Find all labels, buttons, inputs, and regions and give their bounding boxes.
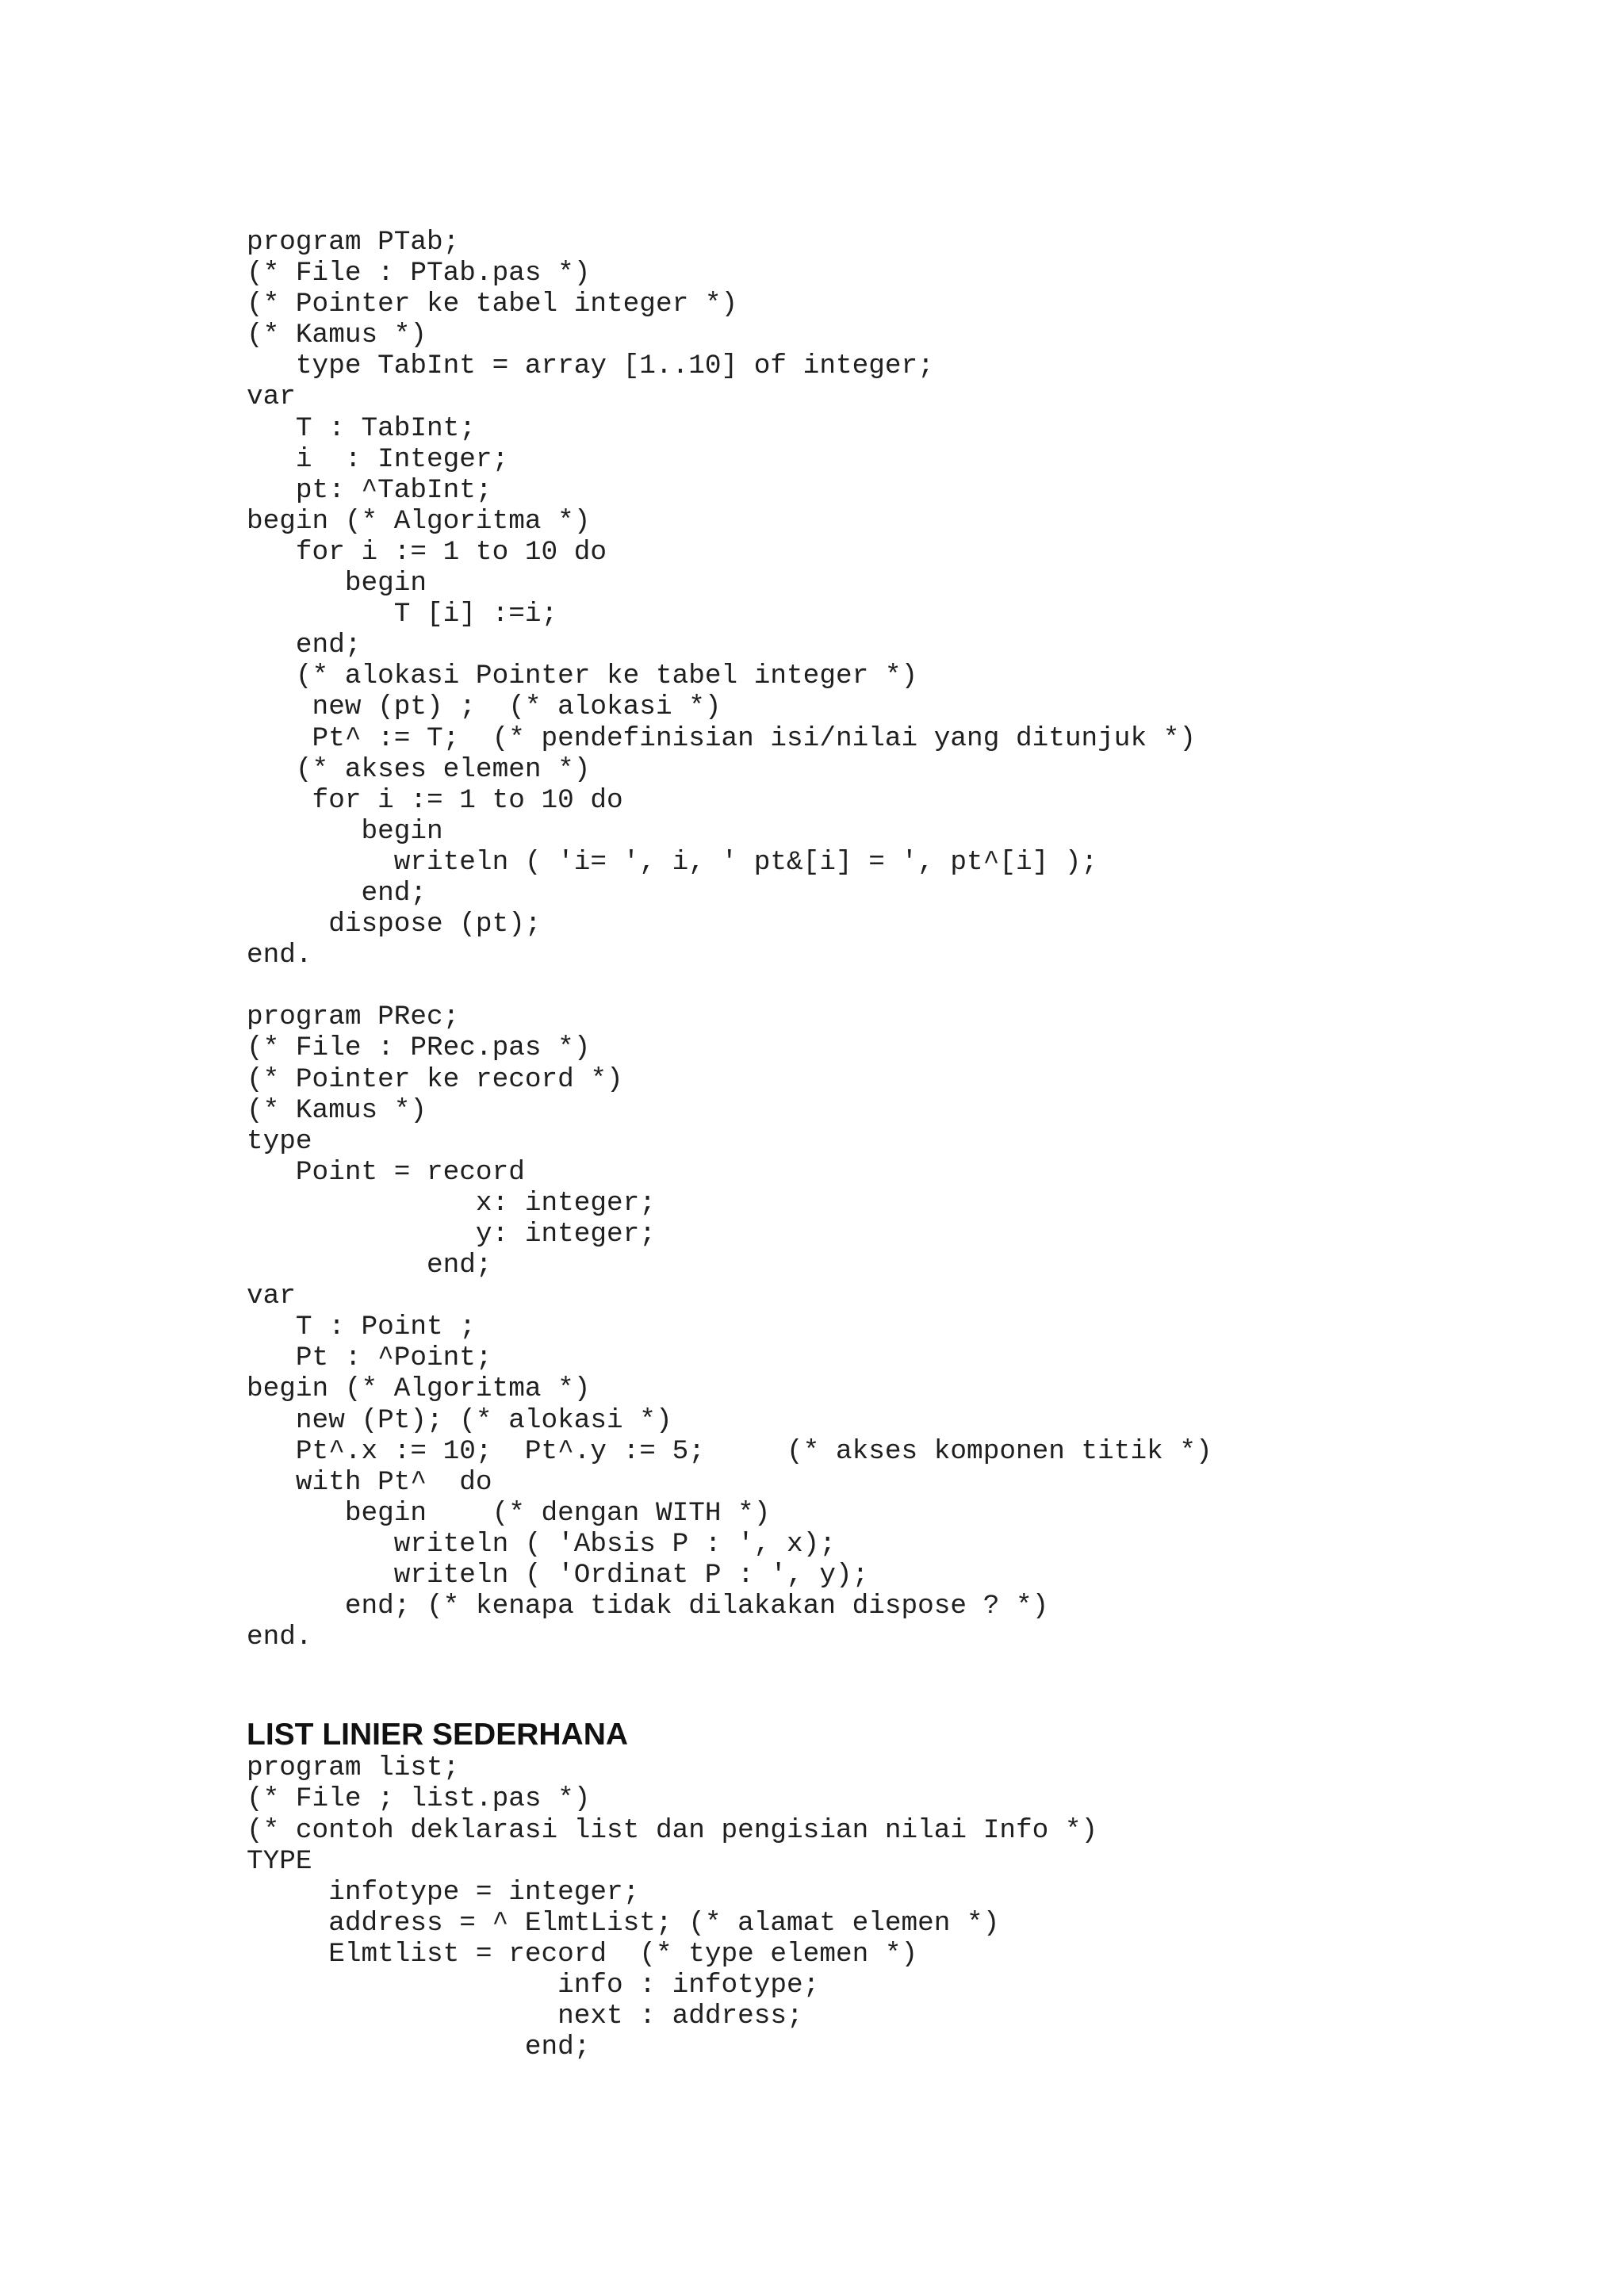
code-line: end. <box>247 1622 312 1653</box>
code-line: address = ^ ElmtList; (* alamat elemen *) <box>247 1907 1000 1939</box>
code-line: T : TabInt; <box>247 412 476 444</box>
section-list <box>247 1718 1595 2062</box>
code-line: (* File ; list.pas *) <box>247 1783 591 1815</box>
code-line: pt: ^TabInt; <box>247 474 492 506</box>
code-line: Point = record <box>247 1156 525 1188</box>
blank-line <box>247 971 1595 1001</box>
code-line: next : address; <box>247 2001 803 2032</box>
code-line: end; (* kenapa tidak dilakakan dispose ? *) <box>247 1591 1049 1622</box>
code-line: new (Pt); (* alokasi *) <box>247 1404 672 1436</box>
code-line: begin (* dengan WITH *) <box>247 1497 771 1529</box>
code-line: Pt^ := T; (* pendefinisian isi/nilai yang ditunjuk *) <box>247 722 1196 754</box>
code-line: (* File : PTab.pas *) <box>247 258 591 289</box>
code-block-prec <box>247 1001 1595 1653</box>
code-line: begin <box>247 815 443 847</box>
code-line: T : Point ; <box>247 1312 476 1343</box>
code-line: (* contoh deklarasi list dan pengisian nilai Info *) <box>247 1814 1098 1846</box>
code-line: (* Kamus *) <box>247 1094 427 1126</box>
code-line: for i := 1 to 10 do <box>247 784 623 816</box>
code-line: type TabInt = array [1..10] of integer; <box>247 350 934 382</box>
section-heading: LIST LINIER SEDERHANA <box>247 1718 629 1752</box>
code-line: Elmtlist = record (* type elemen *) <box>247 1938 918 1970</box>
page-content <box>247 227 1595 2062</box>
section-spacer <box>247 1653 1595 1714</box>
code-line: begin <box>247 568 427 599</box>
code-line: TYPE <box>247 1845 312 1877</box>
code-line: end. <box>247 940 312 971</box>
code-line: begin (* Algoritma *) <box>247 1373 591 1405</box>
code-line: writeln ( 'Absis P : ', x); <box>247 1528 836 1560</box>
code-line: end; <box>247 877 427 909</box>
code-line: x: integer; <box>247 1187 656 1219</box>
code-line: T [i] :=i; <box>247 599 558 630</box>
code-line: (* akses elemen *) <box>247 753 591 785</box>
code-line: end; <box>247 630 362 661</box>
code-line: (* Pointer ke record *) <box>247 1063 623 1095</box>
code-line: new (pt) ; (* alokasi *) <box>247 691 722 723</box>
code-line: info : infotype; <box>247 1969 820 2001</box>
code-line: program PTab; <box>247 227 460 258</box>
code-block-ptab <box>247 227 1595 971</box>
code-line: with Pt^ do <box>247 1466 492 1498</box>
code-line: end; <box>247 2032 591 2063</box>
code-line: infotype = integer; <box>247 1876 640 1908</box>
code-line: writeln ( 'i= ', i, ' pt&[i] = ', pt^[i] ); <box>247 846 1098 878</box>
code-line: program PRec; <box>247 1001 460 1033</box>
code-line: var <box>247 1281 296 1312</box>
code-line: for i := 1 to 10 do <box>247 536 607 568</box>
code-line: type <box>247 1125 312 1157</box>
code-line: writeln ( 'Ordinat P : ', y); <box>247 1560 869 1591</box>
code-line: (* Pointer ke tabel integer *) <box>247 289 738 320</box>
code-line: dispose (pt); <box>247 909 542 940</box>
code-line: var <box>247 381 296 413</box>
code-line: program list; <box>247 1752 460 1784</box>
code-line: Pt : ^Point; <box>247 1342 492 1374</box>
code-line: (* alokasi Pointer ke tabel integer *) <box>247 661 918 692</box>
code-line: begin (* Algoritma *) <box>247 505 591 537</box>
code-line: (* File : PRec.pas *) <box>247 1032 591 1064</box>
code-line: Pt^.x := 10; Pt^.y := 5; (* akses komponen titik *) <box>247 1435 1212 1467</box>
code-line: i : Integer; <box>247 443 509 475</box>
code-line: end; <box>247 1250 492 1281</box>
code-line: (* Kamus *) <box>247 320 427 351</box>
code-line: y: integer; <box>247 1219 656 1250</box>
